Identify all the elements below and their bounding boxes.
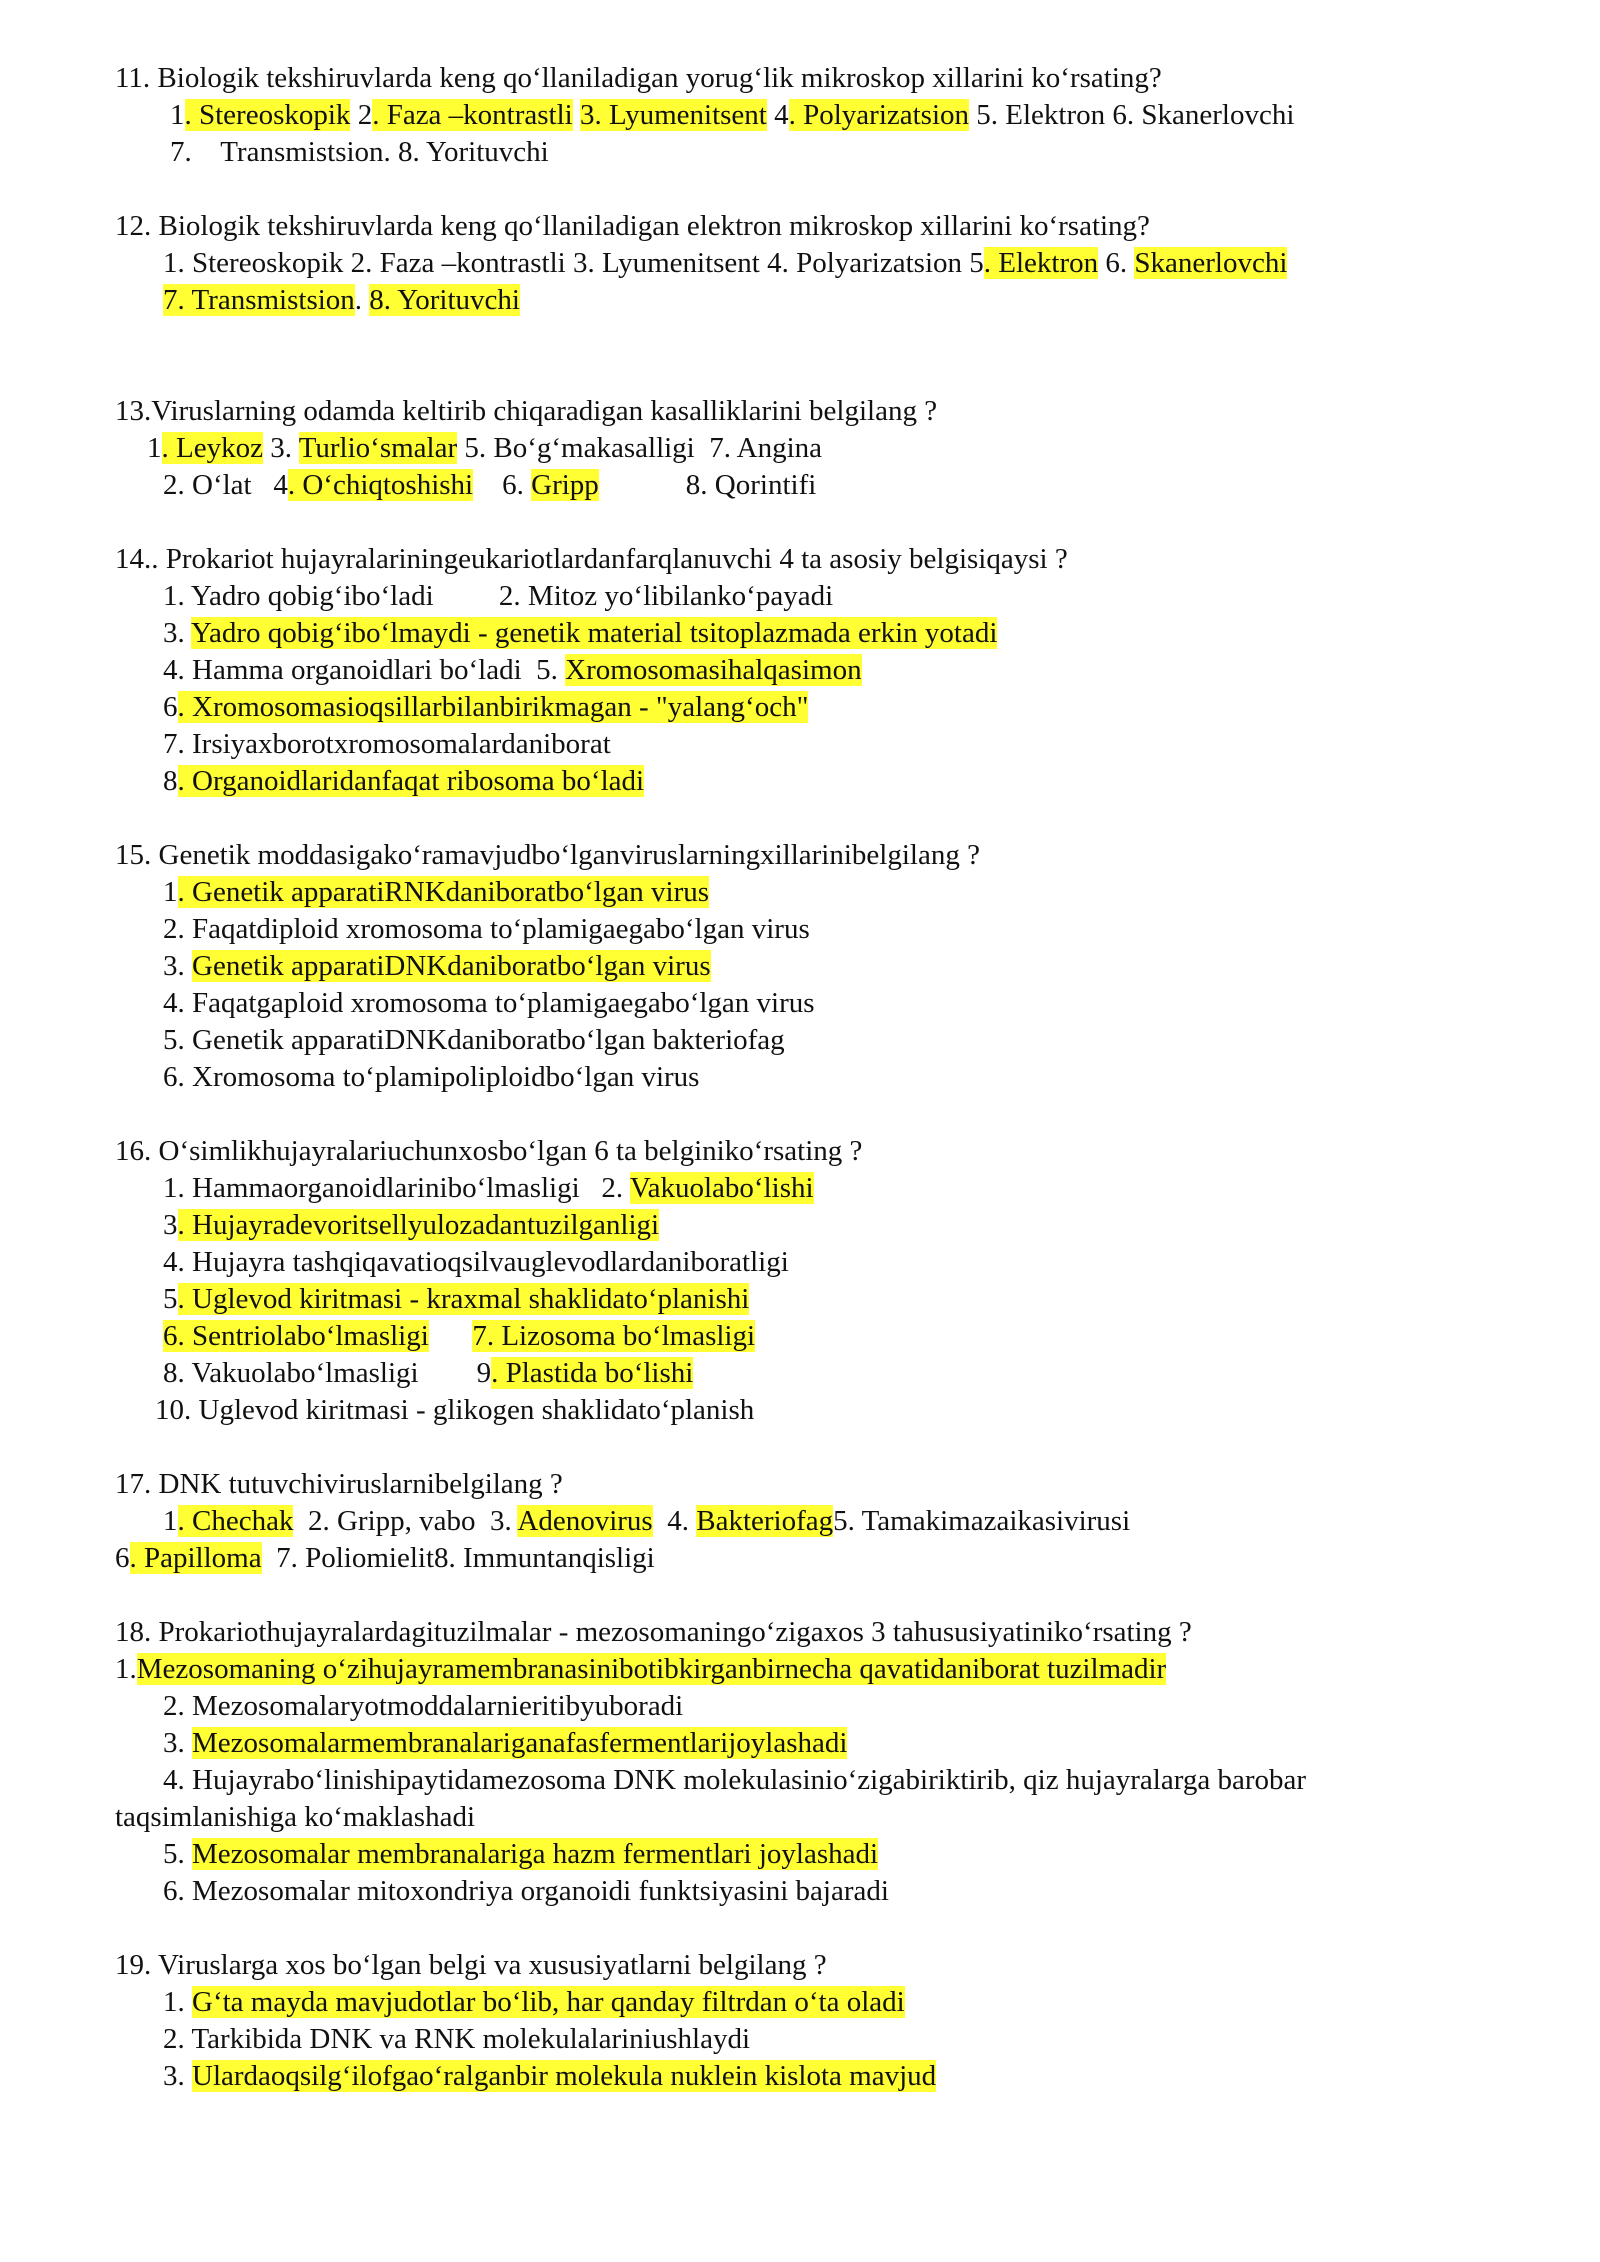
text-run: 3. [262,432,299,464]
question-15-option-4 [163,985,815,1022]
text-run: 6 [115,1542,130,1574]
highlighted-text: . Faza –kontrastli [372,99,573,131]
text-run: 5. [163,1838,192,1870]
text-run: 2. Mezosomalaryotmoddalarnieritibyuboradi [163,1690,684,1722]
highlighted-text: . Papilloma [129,1542,262,1574]
question-14-option-8 [163,763,644,800]
highlighted-text: G‘ta mayda mavjudotlar bo‘lib, har qanday filtrdan o‘ta oladi [192,1986,905,2018]
question-15-option-2 [163,911,810,948]
question-15-option-5 [163,1022,785,1059]
question-16-option-8-9 [163,1355,693,1392]
highlighted-text: 7. Transmistsion [163,284,355,316]
question-16-option-5 [163,1281,749,1318]
text-run: 1. Hammaorganoidlarinibo‘lmasligi 2. [163,1172,630,1204]
text-run: 19. Viruslarga xos bo‘lgan belgi va xususiyatlarni belgilang ? [115,1949,827,1981]
highlighted-text: Turlio‘smalar [298,432,458,464]
question-11-title [115,60,1162,97]
text-run: 6. [473,469,532,501]
text-run: 6 [163,691,178,723]
text-run: 16. O‘simlikhujayralariuchunxosbo‘lgan 6 ta belginiko‘rsating ? [115,1135,863,1167]
highlighted-text: Genetik apparatiDNKdaniboratbo‘lgan virus [192,950,711,982]
question-12-options-line-2 [163,282,520,319]
question-19-title [115,1947,827,1984]
question-13-options-line-2 [163,467,816,504]
question-15-option-3 [163,948,711,985]
question-18-option-4-continued [115,1799,475,1836]
text-run: 4. Hujayrabo‘linishipaytidamezosoma DNK molekulasinio‘zigabiriktirib, qiz hujayralarga barobar [163,1764,1307,1796]
question-17-options-line-2 [115,1540,655,1577]
highlighted-text: Yadro qobig‘ibo‘lmaydi - genetik material tsitoplazmada erkin yotadi [190,617,998,649]
question-14-option-7 [163,726,611,763]
text-run: 2. Faqatdiploid xromosoma to‘plamigaegabo‘lgan virus [163,913,810,945]
text-run: 3. [163,950,192,982]
highlighted-text: . Organoidlaridanfaqat ribosoma bo‘ladi [177,765,645,797]
highlighted-text: Mezosomalar membranalariga hazm fermentlari joylashadi [192,1838,879,1870]
highlighted-text: Mezosomaning o‘zihujayramembranasinibotibkirganbirnecha qavatidaniborat tuzilmadir [136,1653,1167,1685]
question-19-option-3 [163,2058,936,2095]
question-15-option-6 [163,1059,699,1096]
text-run: taqsimlanishiga ko‘maklashadi [115,1801,476,1833]
highlighted-text: 6. Sentriolabo‘lmasligi [163,1320,429,1352]
highlighted-text: . Stereoskopik [184,99,351,131]
question-12-options-line-1 [163,245,1287,282]
question-16-option-6-7 [163,1318,755,1355]
highlighted-text: Skanerlovchi [1134,247,1288,279]
highlighted-text: . Uglevod kiritmasi - kraxmal shaklidato‘planishi [177,1283,750,1315]
question-18-title [115,1614,1192,1651]
text-run: 18. Prokariothujayralardagituzilmalar - mezosomaningo‘zigaxos 3 tahususiyatiniko‘rsating ? [115,1616,1192,1648]
text-run: 4. Hamma organoidlari bo‘ladi 5. [163,654,566,686]
question-13-title [115,393,937,430]
highlighted-text: Gripp [531,469,599,501]
question-15-option-1 [163,874,709,911]
text-run: 5 [163,1283,178,1315]
question-14-option-1-2 [163,578,833,615]
text-run: 3. [163,2060,192,2092]
question-16-option-4 [163,1244,789,1281]
question-18-option-6 [163,1873,889,1910]
question-18-option-2 [163,1688,683,1725]
question-14-option-4-5 [163,652,862,689]
highlighted-text: . Xromosomasioqsillarbilanbirikmagan - "yalang‘och" [177,691,809,723]
text-run: 3 [163,1209,178,1241]
text-run: 2. Tarkibida DNK va RNK molekulalariniushlaydi [163,2023,750,2055]
text-run: 1. Yadro qobig‘ibo‘ladi 2. Mitoz yo‘libilanko‘payadi [163,580,834,612]
highlighted-text: Xromosomasihalqasimon [565,654,862,686]
question-12-title [115,208,1150,245]
question-17-title [115,1466,563,1503]
text-run: 3. [163,617,191,649]
text-run: 6. Mezosomalar mitoxondriya organoidi funktsiyasini bajaradi [163,1875,889,1907]
question-19-option-2 [163,2021,750,2058]
text-run: 1. Stereoskopik 2. Faza –kontrastli 3. Lyumenitsent 4. Polyarizatsion 5 [163,247,984,279]
text-run: 4. [652,1505,697,1537]
question-16-title [115,1133,862,1170]
question-18-option-5 [163,1836,878,1873]
text-run: 13.Viruslarning odamda keltirib chiqaradigan kasalliklarini belgilang ? [115,395,938,427]
highlighted-text: . Plastida bo‘lishi [491,1357,694,1389]
highlighted-text: . Hujayradevoritsellyulozadantuzilganligi [177,1209,660,1241]
highlighted-text: Ulardaoqsilg‘ilofgao‘ralganbir molekula nuklein kislota mavjud [192,2060,937,2092]
text-run: 6. [1098,247,1135,279]
question-18-option-4 [163,1762,1306,1799]
highlighted-text: . Chechak [177,1505,294,1537]
question-15-title [115,837,980,874]
text-run: 5. Elektron 6. Skanerlovchi [969,99,1295,131]
text-run: 5. Genetik apparatiDNKdaniboratbo‘lgan bakteriofag [163,1024,785,1056]
text-run: 14.. Prokariot hujayralariningeukariotlardanfarqlanuvchi 4 ta asosiy belgisiqaysi ? [115,543,1068,575]
highlighted-text: Adenovirus [517,1505,653,1537]
text-run [573,99,580,131]
text-run: 12. Biologik tekshiruvlarda keng qo‘llaniladigan elektron mikroskop xillarini ko‘rsating? [115,210,1150,242]
question-11-options-line-1 [170,97,1294,134]
highlighted-text: 7. Lizosoma bo‘lmasligi [472,1320,756,1352]
text-run: 6. Xromosoma to‘plamipoliploidbo‘lgan virus [163,1061,700,1093]
question-16-option-1-2 [163,1170,814,1207]
text-run: 4. Faqatgaploid xromosoma to‘plamigaegabo‘lgan virus [163,987,815,1019]
highlighted-text: . Leykoz [161,432,263,464]
highlighted-text: Bakteriofag [696,1505,834,1537]
question-13-options-line-1 [147,430,822,467]
question-19-option-1 [163,1984,905,2021]
text-run: 8. Vakuolabo‘lmasligi 9 [163,1357,492,1389]
highlighted-text: . O‘chiqtoshishi [287,469,474,501]
text-run: 1 [170,99,185,131]
highlighted-text: 8. Yorituvchi [369,284,520,316]
text-run: 1. [163,1986,192,2018]
text-run: 8. Qorintifi [598,469,817,501]
text-run: 8 [163,765,178,797]
text-run [429,1320,473,1352]
question-14-title [115,541,1068,578]
text-run: 4 [766,99,789,131]
text-run: 3. [163,1727,192,1759]
text-run: 5. Tamakimazaikasivirusi [833,1505,1131,1537]
question-14-option-6 [163,689,808,726]
highlighted-text: Vakuolabo‘lishi [629,1172,814,1204]
text-run: 17. DNK tutuvchiviruslarnibelgilang ? [115,1468,563,1500]
question-16-option-3 [163,1207,659,1244]
text-run: 7. Poliomielit8. Immuntanqisligi [261,1542,655,1574]
text-run: 7. Transmistsion. 8. Yorituvchi [170,136,549,168]
text-run: 10. Uglevod kiritmasi - glikogen shaklidato‘planish [155,1394,755,1426]
question-18-option-1 [115,1651,1166,1688]
highlighted-text: . Polyarizatsion [788,99,970,131]
highlighted-text: Mezosomalarmembranalariganafasfermentlarijoylashadi [192,1727,848,1759]
question-18-option-3 [163,1725,847,1762]
text-run: . [354,284,370,316]
text-run: 15. Genetik moddasigako‘ramavjudbo‘lganviruslarningxillarinibelgilang ? [115,839,980,871]
text-run: 1. [115,1653,137,1685]
text-run: 7. Irsiyaxborotxromosomalardaniborat [163,728,611,760]
text-run: 1 [163,876,178,908]
text-run: 2. Gripp, vabo 3. [293,1505,518,1537]
text-run: 2 [350,99,373,131]
question-11-options-line-2 [170,134,549,171]
text-run: 2. O‘lat 4 [163,469,288,501]
text-run: 11. Biologik tekshiruvlarda keng qo‘llaniladigan yorug‘lik mikroskop xillarini ko‘rsating? [115,62,1162,94]
highlighted-text: . Elektron [983,247,1099,279]
question-16-option-10 [155,1392,754,1429]
highlighted-text: . Genetik apparatiRNKdaniboratbo‘lgan virus [177,876,710,908]
question-17-options-line-1 [163,1503,1130,1540]
text-run: 1 [163,1505,178,1537]
text-run: 5. Bo‘g‘makasalligi 7. Angina [457,432,823,464]
highlighted-text: 3. Lyumenitsent [579,99,767,131]
text-run: 1 [147,432,162,464]
question-14-option-3 [163,615,997,652]
text-run: 4. Hujayra tashqiqavatioqsilvauglevodlardaniboratligi [163,1246,789,1278]
